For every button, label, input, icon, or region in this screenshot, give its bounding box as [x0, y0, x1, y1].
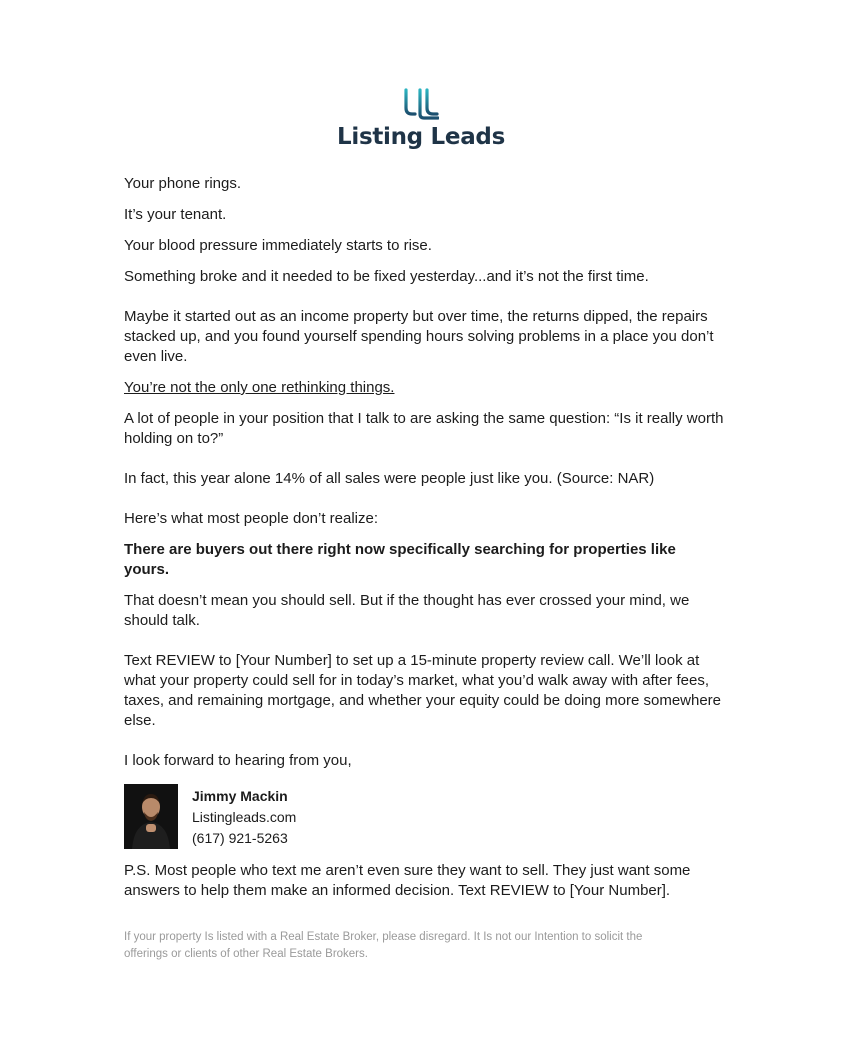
paragraph-realize: Here’s what most people don’t realize: [124, 510, 379, 527]
paragraph-income-property: Maybe it started out as an income property but over time, the returns dipped, the repairs stacked up, and you found yourself spending hours solving problems in a place you don’t even live. [124, 308, 714, 365]
paragraph-rethinking: You’re not the only one rethinking things. [124, 379, 395, 396]
signature-website[interactable]: Listingleads.com [192, 809, 297, 825]
paragraph-statistic: In fact, this year alone 14% of all sales were people just like you. (Source: NAR) [124, 470, 655, 487]
brand-logo [0, 88, 842, 150]
opening-line-1: Your phone rings. [124, 175, 242, 192]
disclaimer: If your property Is listed with a Real Estate Broker, please disregard. It Is not our Intention to solicit the offerings or clients of other Real Estate Brokers. [124, 931, 643, 960]
brand-name: Listing Leads [337, 124, 505, 150]
paragraph-call-to-action: Text REVIEW to [Your Number] to set up a 15-minute property review call. We’ll look at what your property could sell for in today’s market, what you’d walk away with after fees, taxes, and remaining mortgage, and whether your equity could be doing more somewhere else. [124, 652, 722, 729]
listing-leads-logo-icon [403, 88, 439, 121]
paragraph-should-talk: That doesn’t mean you should sell. But if the thought has ever crossed your mind, we should talk. [124, 592, 690, 629]
letter-body [124, 174, 724, 901]
paragraph-same-question: A lot of people in your position that I talk to are asking the same question: “Is it really worth holding on to?” [124, 410, 724, 447]
opening-line-4: Something broke and it needed to be fixed yesterday...and it’s not the first time. [124, 268, 649, 285]
postscript: P.S. Most people who text me aren’t even sure they want to sell. They just want some answers to help them make an informed decision. Text REVIEW to [Your Number]. [124, 862, 691, 899]
avatar [124, 784, 178, 849]
signature-details [192, 786, 296, 849]
signature-phone[interactable]: (617) 921-5263 [192, 830, 288, 846]
signature-block [124, 784, 724, 849]
opening-line-3: Your blood pressure immediately starts to rise. [124, 237, 432, 254]
signature-name: Jimmy Mackin [192, 788, 288, 804]
paragraph-buyers: There are buyers out there right now specifically searching for properties like yours. [124, 541, 676, 578]
opening-line-2: It’s your tenant. [124, 206, 227, 223]
paragraph-closing: I look forward to hearing from you, [124, 752, 352, 769]
